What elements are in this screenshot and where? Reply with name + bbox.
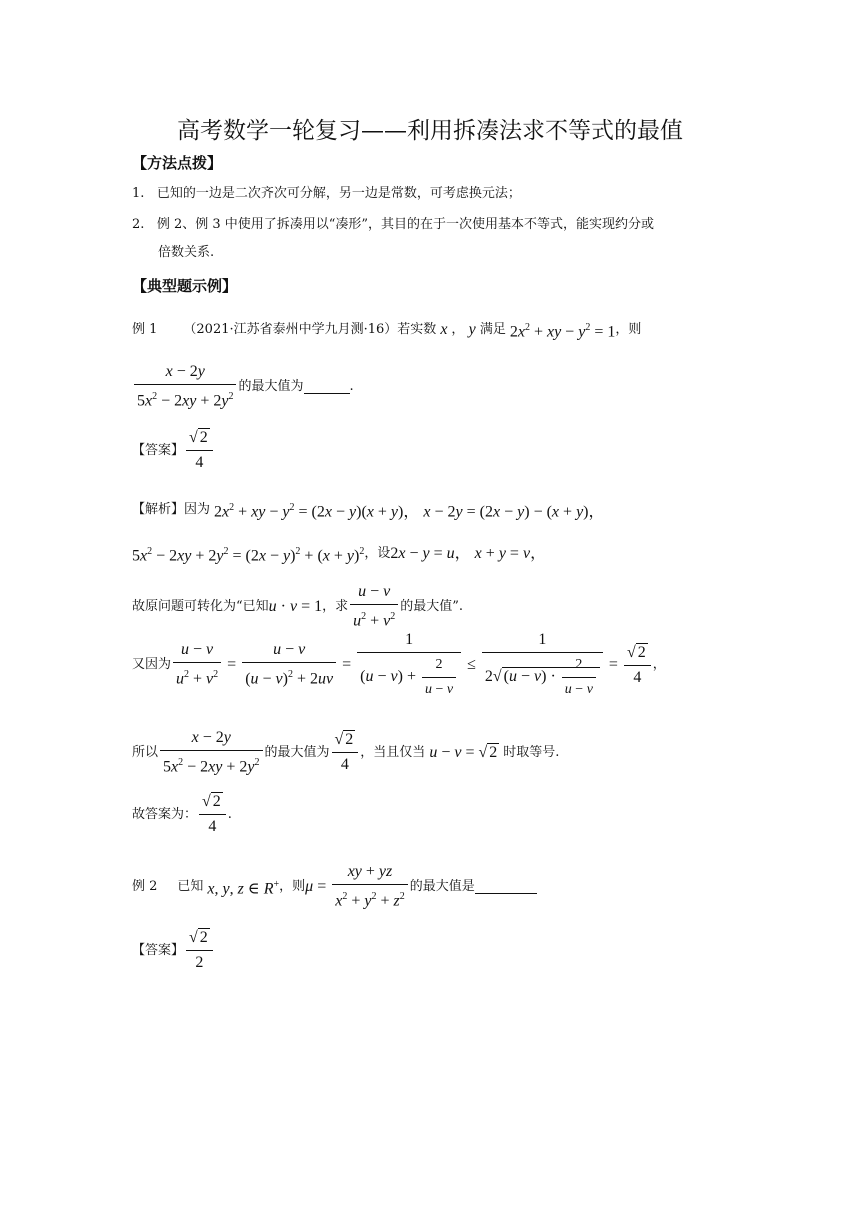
because-text: 因为 <box>184 502 211 518</box>
method-item-2 <box>132 215 654 235</box>
also-text: 又因为 <box>132 657 172 672</box>
ex2-label: 例 2 <box>132 878 158 894</box>
equal-text: ，当且仅当 <box>360 744 426 760</box>
known-text: 已知 <box>177 878 204 894</box>
var-y: y <box>468 321 476 339</box>
so-text: 所以 <box>132 744 159 760</box>
ex1-fraction-row: $\frac{x - 2y}{5x^2 - 2xy + 2y^2}$ 的最大值为 . <box>132 362 354 411</box>
eqend-text: 时取等号. <box>503 744 560 760</box>
ex1-analysis-line5: 所以 $\frac{x - 2y}{5x^2 - 2xy + 2y^2}$ 的最大值为 $\frac{√ 2}{4}$ ，当且仅当 u − v = √ 2 时取等号. <box>132 729 560 776</box>
item-text: 已知的一边是二次齐次可分解，另一边是常数，可考虑换元法； <box>156 186 521 201</box>
max-text: 的最大值为 <box>238 378 304 394</box>
ex2-question: 例 2 已知 x, y, z ∈ R+ ，则 μ = $\frac{xy + yz}{x^2 + y^2 + z^2}$ 的最大值是 <box>132 862 537 911</box>
find-text: ，求 <box>322 598 349 614</box>
ex1-source: （2021·江苏省泰州中学九月测·16）若实数 <box>183 322 437 338</box>
answer-label: 【答案】 <box>132 942 185 958</box>
ex2-answer: 【答案】 $\frac{√ 2}{2}$ <box>132 928 215 973</box>
item-number: 2. <box>132 217 145 232</box>
convert-text: 故原问题可转化为“已知 <box>132 598 269 614</box>
answer-label: 【答案】 <box>132 442 185 458</box>
ex1-final: 故答案为： $\frac{√ 2}{4}$ . <box>132 793 232 835</box>
method-item-2-cont: 倍数关系. <box>158 245 215 260</box>
ex1-question: 例 1 （2021·江苏省泰州中学九月测·16）若实数 x ， y 满足 $2x^2$ + xy − $y^2 = 1$ ，则 <box>132 321 642 341</box>
ex1-analysis-line3: 故原问题可转化为“已知 u · v = 1 ，求 $\frac{u - v}{u^2 + v^2}$ 的最大值”. <box>132 583 464 630</box>
analysis-label: 【解析】 <box>132 502 185 518</box>
ex1-analysis-line1: 【解析】 因为 $2x^2$ + xy − $y^2 = (2x - y)(x + y)$， x − 2y = (2x − y) − (x + y)， <box>132 502 605 521</box>
ex1-label: 例 1 <box>132 322 158 338</box>
item-number: 1. <box>132 186 145 201</box>
ex1-answer: 【答案】 $\frac{√ 2}{4}$ <box>132 428 215 473</box>
maxend-text: 的最大值”. <box>400 598 464 614</box>
ex1-analysis-line2: $5x^2 - 2xy + 2y^2 = (2x - y)^2 + (x + y)^2$ ，设 2x − y = u， x + y = v， <box>132 545 547 565</box>
ex1-fraction: $\frac{x - 2y}{5x^2 - 2xy + 2y^2}$ <box>134 362 236 411</box>
then-text: ，则 <box>615 322 642 338</box>
ex1-analysis-line4: 又因为 $\frac{u - v}{u^2 + v^2}$ = $\frac{u - v}{(u - v)^2 + 2uv}$ = 1 (u − v) + $\frac{2}{u - v}$ ≤ 1 2√ (u − v) · $\frac{2}{u - v}$ = $\frac{√ 2}{4}$ ， <box>132 631 666 697</box>
cond-text: 满足 <box>479 322 506 338</box>
method-heading: 【方法点拨】 <box>132 154 223 172</box>
method-item-1 <box>132 184 521 204</box>
then-text: ，则 <box>279 878 306 894</box>
set-text: ，设 <box>364 546 391 562</box>
item-text: 例 2、例 3 中使用了拆凑用以“凑形”，其目的在于一次使用基本不等式，能实现约分或 <box>156 217 655 232</box>
examples-heading: 【典型题示例】 <box>132 277 238 295</box>
final-text: 故答案为： <box>132 806 198 822</box>
maxis-text: 的最大值为 <box>264 744 330 760</box>
max-text: 的最大值是 <box>409 878 475 894</box>
page-title: 高考数学一轮复习——利用拆凑法求不等式的最值 <box>177 118 683 144</box>
